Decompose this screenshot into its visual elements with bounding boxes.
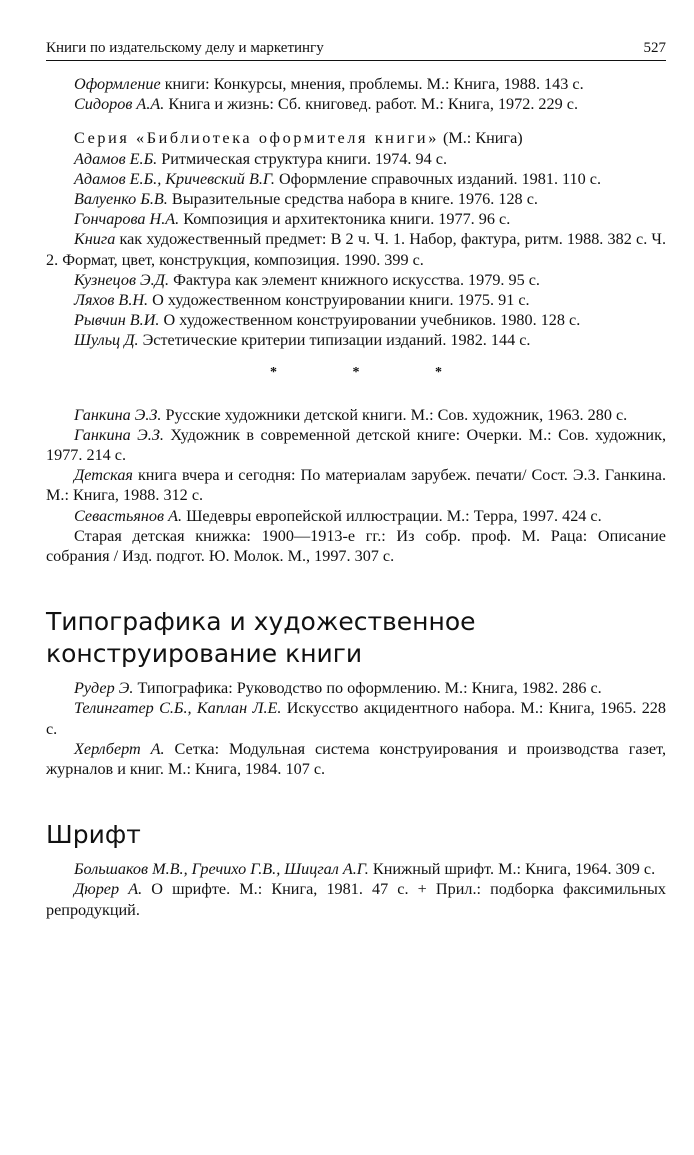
entry-author: Гончарова Н.А. bbox=[74, 210, 180, 229]
entry-author: Ганкина Э.З. bbox=[74, 425, 164, 444]
entry-text: О художественном конструировании книги. 1975. 91 с. bbox=[148, 291, 530, 310]
entry-text: Книжный шрифт. М.: Книга, 1964. 309 с. bbox=[368, 860, 656, 879]
entry-text: Художник в современной детской книге: Очерки. М.: Сов. художник, 1977. 214 с. bbox=[46, 425, 666, 465]
entry-author: Херлберт А. bbox=[74, 739, 165, 758]
entry-author: Книга bbox=[74, 230, 116, 249]
bibliography-entry bbox=[46, 229, 666, 269]
entry-text: Эстетические критерии типизации изданий. 1982. 144 с. bbox=[138, 331, 531, 350]
entry-text: Старая детская книжка: 1900—1913-е гг.: Из собр. проф. М. Раца: Описание собрания / Изд. подгот. Ю. Молок. М., 1997. 307 с. bbox=[46, 526, 666, 566]
bibliography-entry bbox=[46, 290, 666, 310]
entry-author: Детская bbox=[74, 466, 133, 485]
bibliography-block-font bbox=[46, 859, 666, 920]
series-title: Серия «Библиотека оформителя книги» bbox=[74, 129, 439, 148]
entry-author: Севастьянов А. bbox=[74, 506, 183, 525]
entry-text: Русские художники детской книги. М.: Сов. художник, 1963. 280 с. bbox=[161, 405, 628, 424]
bibliography-entry bbox=[46, 678, 666, 698]
series-heading bbox=[46, 128, 666, 148]
entry-author: Сидоров А.А. bbox=[74, 95, 165, 114]
entry-text: книга вчера и сегодня: По материалам зарубеж. печати/ Сост. Э.З. Ганкина. М.: Книга, 1988. 312 с. bbox=[46, 466, 666, 505]
bibliography-entry bbox=[46, 74, 666, 94]
bibliography-entry bbox=[46, 698, 666, 738]
entry-author: Ляхов В.Н. bbox=[74, 291, 149, 310]
bibliography-entry bbox=[46, 526, 666, 566]
section-heading-font: Шрифт bbox=[46, 820, 141, 850]
bibliography-block-2 bbox=[46, 149, 666, 351]
entry-author: Рудер Э. bbox=[74, 679, 134, 698]
entry-author: Ганкина Э.З. bbox=[74, 405, 162, 424]
entry-author: Телингатер С.Б., Каплан Л.Е. bbox=[74, 699, 282, 718]
entry-text: Шедевры европейской иллюстрации. М.: Терра, 1997. 424 с. bbox=[182, 506, 602, 525]
entry-text: как художественный предмет: В 2 ч. Ч. 1. Набор, фактура, ритм. 1988. 382 с. Ч. 2. Формат, цвет, конструкция, композиция. 1990. 399 с. bbox=[46, 230, 666, 269]
entry-text: Типографика: Руководство по оформлению. М.: Книга, 1982. 286 с. bbox=[133, 679, 602, 698]
bibliography-block-typography bbox=[46, 678, 666, 779]
entry-author: Оформление bbox=[74, 75, 161, 93]
entry-text: Книга и жизнь: Сб. книговед. работ. М.: Книга, 1972. 229 с. bbox=[164, 95, 578, 114]
entry-author: Кузнецов Э.Д. bbox=[74, 270, 170, 289]
entry-author: Большаков М.В., Гречихо Г.В., Шицгал А.Г. bbox=[74, 860, 369, 879]
bibliography-entry bbox=[46, 879, 666, 919]
bibliography-entry bbox=[46, 859, 666, 879]
bibliography-entry bbox=[46, 425, 666, 465]
entry-text: Сетка: Модульная система конструирования и производства газет, журналов и книг. М.: Книга, 1984. 107 с. bbox=[46, 739, 667, 779]
bibliography-entry bbox=[46, 739, 666, 779]
bibliography-entry bbox=[46, 330, 666, 350]
bibliography-entry bbox=[46, 506, 666, 526]
section-separator: * * * bbox=[270, 364, 478, 380]
entry-author: Рывчин В.И. bbox=[74, 311, 160, 330]
entry-text: Фактура как элемент книжного искусства. 1979. 95 с. bbox=[169, 270, 540, 289]
entry-text: Выразительные средства набора в книге. 1976. 128 с. bbox=[167, 190, 538, 209]
entry-text: Искусство акцидентного набора. М.: Книга, 1965. 228 с. bbox=[46, 699, 666, 738]
entry-text: книги: Конкурсы, мнения, проблемы. М.: Книга, 1988. 143 с. bbox=[160, 75, 584, 93]
bibliography-entry bbox=[46, 94, 666, 114]
entry-text: Композиция и архитектоника книги. 1977. 96 с. bbox=[179, 210, 511, 229]
page-content bbox=[46, 74, 666, 920]
bibliography-entry bbox=[46, 405, 666, 425]
bibliography-block-3 bbox=[46, 405, 666, 567]
section-heading-typography: Типографика и художественное конструирование книги bbox=[46, 607, 476, 669]
bibliography-entry bbox=[46, 189, 666, 209]
bibliography-entry bbox=[46, 209, 666, 229]
page-number: 527 bbox=[643, 40, 666, 56]
entry-author: Валуенко Б.В. bbox=[74, 190, 168, 209]
running-header-title: Книги по издательскому делу и маркетингу bbox=[46, 40, 324, 56]
entry-author: Адамов Е.Б., Кричевский В.Г. bbox=[74, 169, 275, 188]
bibliography-block-1 bbox=[46, 74, 666, 114]
bibliography-entry bbox=[46, 465, 666, 505]
entry-author: Адамов Е.Б. bbox=[74, 149, 158, 168]
entry-text: Ритмическая структура книги. 1974. 94 с. bbox=[157, 149, 447, 168]
series-publisher: (М.: Книга) bbox=[438, 129, 523, 148]
running-header bbox=[46, 40, 666, 61]
entry-text: О шрифте. М.: Книга, 1981. 47 с. + Прил.: подборка факсимильных репродукций. bbox=[46, 880, 666, 919]
entry-text: О художественном конструировании учебников. 1980. 128 с. bbox=[159, 311, 581, 330]
bibliography-entry bbox=[46, 270, 666, 290]
entry-author: Шульц Д. bbox=[74, 331, 139, 350]
bibliography-entry bbox=[46, 149, 666, 169]
bibliography-entry bbox=[46, 310, 666, 330]
entry-text: Оформление справочных изданий. 1981. 110 с. bbox=[274, 169, 602, 188]
entry-author: Дюрер А. bbox=[74, 880, 143, 899]
bibliography-entry bbox=[46, 169, 666, 189]
